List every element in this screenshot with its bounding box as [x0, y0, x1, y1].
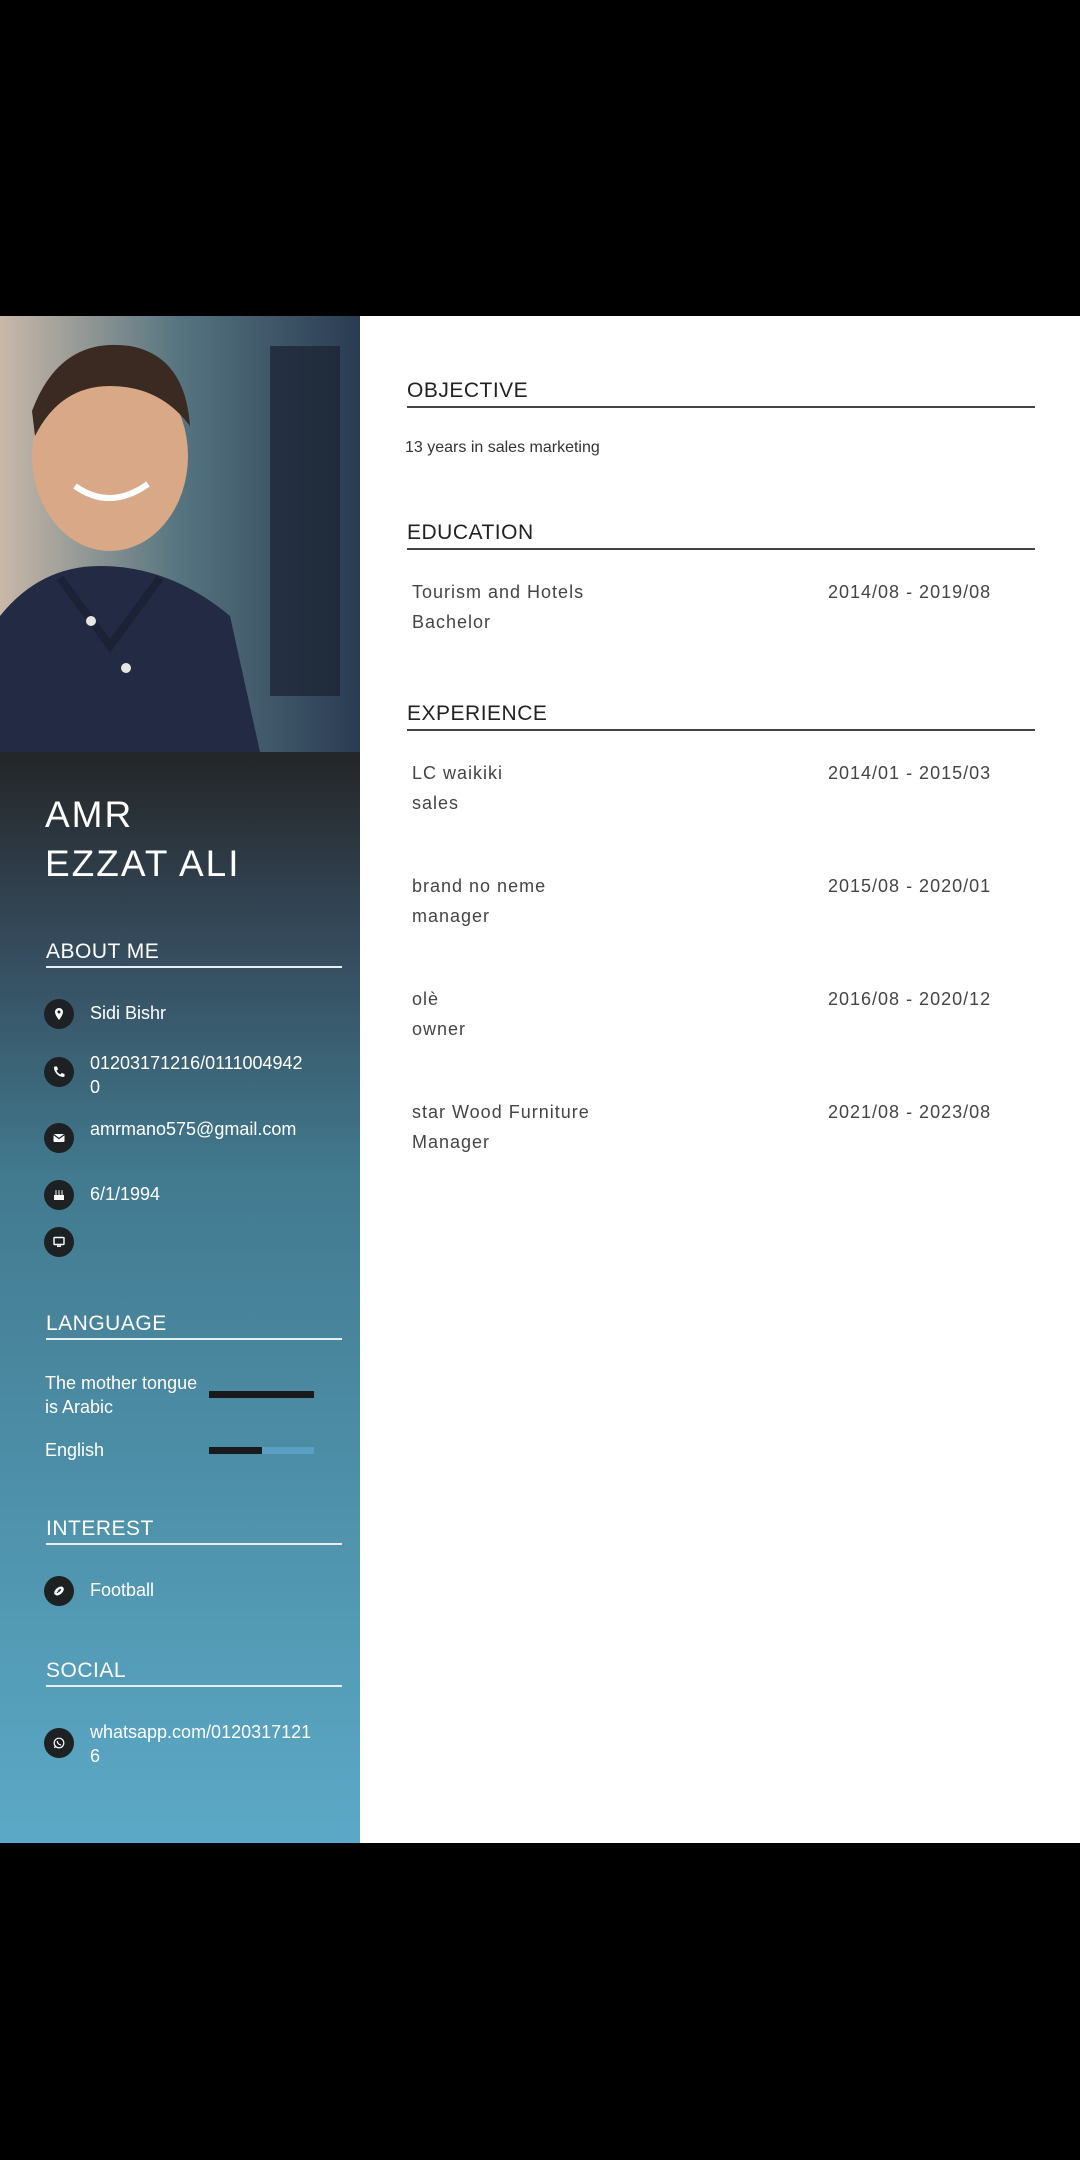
phone-icon — [44, 1057, 74, 1087]
main-content — [360, 316, 1080, 1843]
interest-title: INTEREST — [46, 1517, 342, 1545]
sidebar — [0, 316, 360, 1843]
language-label: English — [45, 1440, 105, 1460]
person-name — [45, 790, 241, 888]
website-text[interactable] — [90, 1227, 312, 1229]
website-row — [44, 1227, 324, 1257]
language-title: LANGUAGE — [46, 1312, 342, 1340]
first-name: AMR — [45, 794, 134, 835]
interest-text: Football — [90, 1580, 155, 1600]
experience-entry — [412, 871, 1032, 931]
phone-row — [44, 1049, 324, 1099]
phone-text[interactable]: 01203171216/01110049420 — [90, 1053, 303, 1097]
experience-date: 2016/08 - 2020/12 — [828, 989, 992, 1009]
experience-entry — [412, 1097, 1032, 1157]
social-link[interactable]: whatsapp.com/01203171216 — [90, 1722, 312, 1766]
birthday-text: 6/1/1994 — [90, 1184, 161, 1204]
email-row — [44, 1115, 324, 1153]
education-date: 2014/08 - 2019/08 — [828, 582, 992, 602]
experience-company: star Wood Furniture — [412, 1102, 590, 1122]
interest-row — [44, 1576, 324, 1606]
whatsapp-icon — [44, 1728, 74, 1758]
experience-role: owner — [412, 1019, 467, 1039]
monitor-icon — [44, 1227, 74, 1257]
envelope-icon — [44, 1123, 74, 1153]
resume-page — [0, 316, 1080, 1843]
education-field: Tourism and Hotels — [412, 582, 585, 602]
language-level-bar — [209, 1391, 314, 1398]
experience-role: sales — [412, 793, 460, 813]
language-level-bar — [209, 1447, 314, 1454]
location-text: Sidi Bishr — [90, 1003, 167, 1023]
location-row — [44, 999, 324, 1029]
experience-title: EXPERIENCE — [407, 702, 1035, 731]
football-icon — [44, 1576, 74, 1606]
experience-company: olè — [412, 989, 440, 1009]
experience-date: 2015/08 - 2020/01 — [828, 876, 992, 896]
education-degree: Bachelor — [412, 612, 492, 632]
experience-date: 2021/08 - 2023/08 — [828, 1102, 992, 1122]
email-text[interactable]: amrmano575@gmail.com — [90, 1119, 297, 1139]
experience-entry — [412, 984, 1032, 1044]
education-entry — [412, 577, 1032, 637]
experience-company: LC waikiki — [412, 763, 504, 783]
experience-company: brand no neme — [412, 876, 547, 896]
social-row — [44, 1718, 324, 1768]
education-title: EDUCATION — [407, 521, 1035, 550]
experience-role: manager — [412, 906, 491, 926]
social-title: SOCIAL — [46, 1659, 342, 1687]
objective-text: 13 years in sales marketing — [405, 439, 600, 456]
language-label: The mother tongue is Arabic — [45, 1373, 198, 1417]
birthday-row — [44, 1180, 324, 1210]
objective-title: OBJECTIVE — [407, 379, 1035, 408]
experience-role: Manager — [412, 1132, 491, 1152]
last-name: EZZAT ALI — [45, 843, 241, 884]
language-level-fill — [209, 1391, 314, 1398]
language-level-fill — [209, 1447, 262, 1454]
location-pin-icon — [44, 999, 74, 1029]
experience-entry — [412, 758, 1032, 818]
about-title: ABOUT ME — [46, 940, 342, 968]
experience-date: 2014/01 - 2015/03 — [828, 763, 992, 783]
birthday-cake-icon — [44, 1180, 74, 1210]
profile-photo — [0, 316, 360, 752]
